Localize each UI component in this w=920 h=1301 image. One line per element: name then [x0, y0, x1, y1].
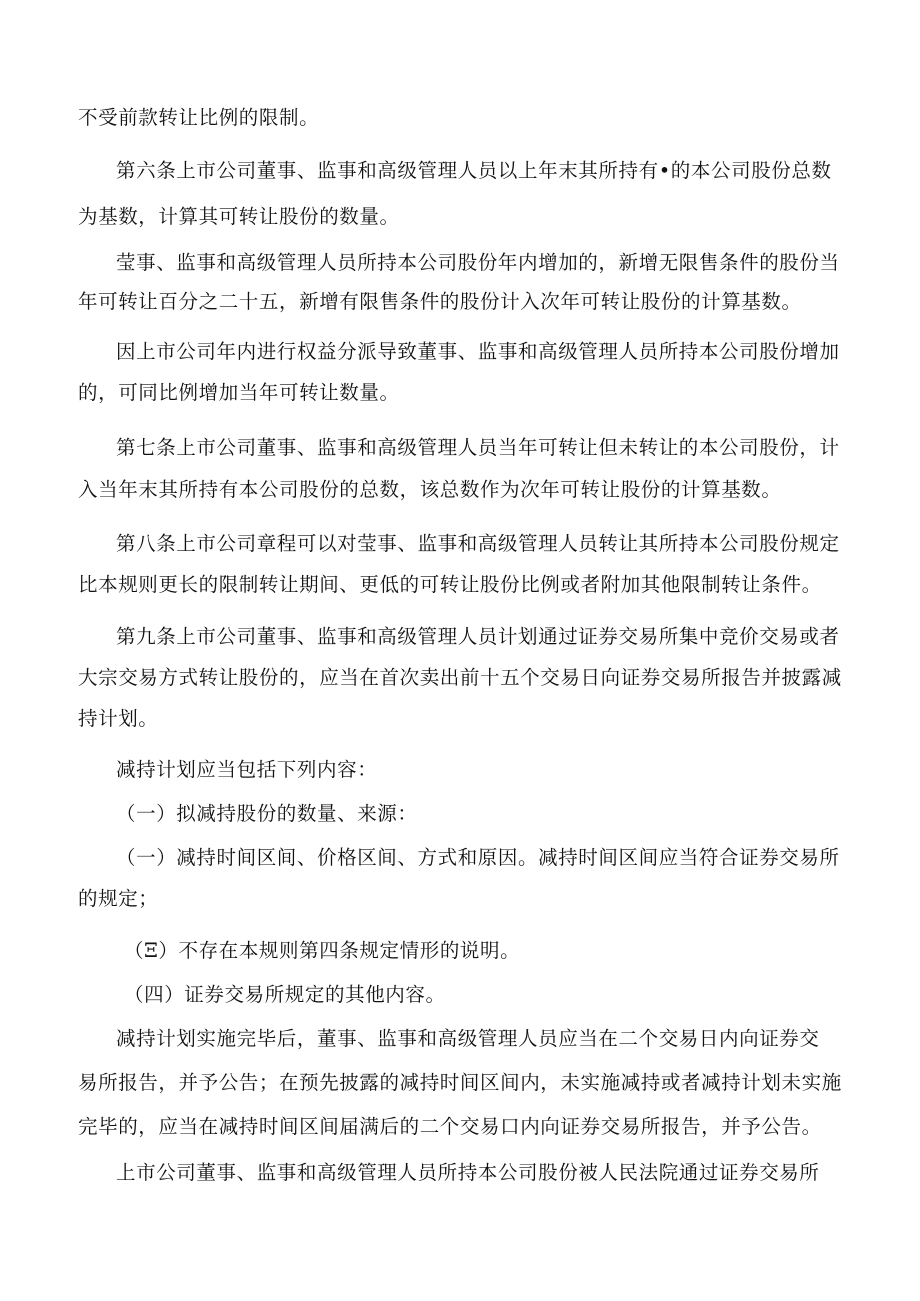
- paragraph-line: 年可转让百分之二十五，新增有限售条件的股份计入次年可转让股份的计算基数。: [78, 290, 802, 313]
- list-item: （四）证券交易所规定的其他内容。: [124, 983, 446, 1006]
- paragraph-line: 大宗交易方式转让股份的，应当在首次卖出前十五个交易日向证券交易所报告并披露减: [78, 666, 842, 689]
- list-item: （一）拟减持股份的数量、来源：: [116, 802, 418, 825]
- paragraph-line: 为基数，计算其可转让股份的数量。: [78, 205, 400, 228]
- paragraph-line: 减持计划应当包括下列内容：: [116, 758, 378, 781]
- paragraph-line: 持计划。: [78, 707, 159, 730]
- paragraph-line: 第八条上市公司章程可以对莹事、监事和高级管理人员转让其所持本公司股份规定: [116, 532, 840, 555]
- list-item: （一）减持时间区间、价格区间、方式和原因。减持时间区间应当符合证券交易所: [116, 846, 840, 869]
- paragraph-line: 减持计划实施完毕后，董事、监事和高级管理人员应当在二个交易日内向证券交: [116, 1027, 820, 1050]
- paragraph-line: 不受前款转让比例的限制。: [78, 106, 320, 129]
- paragraph-line: 入当年末其所持有本公司股份的总数，该总数作为次年可转让股份的计算基数。: [78, 478, 782, 501]
- paragraph-line: 上市公司董事、监事和高级管理人员所持本公司股份被人民法院通过证券交易所: [116, 1161, 820, 1184]
- paragraph-line: 易所报告，并予公告；在预先披露的减持时间区间内，未实施减持或者减持计划未实施: [78, 1071, 842, 1094]
- paragraph-line: 第七条上市公司董事、监事和高级管理人员当年可转让但未转让的本公司股份，计: [116, 436, 840, 459]
- paragraph-line: 因上市公司年内进行权益分派导致董事、监事和高级管理人员所持本公司股份增加: [116, 340, 840, 363]
- paragraph-line: 完毕的，应当在减持时间区间届满后的二个交易口内向证券交易所报告，并予公告。: [78, 1115, 822, 1138]
- paragraph-line: 的，可同比例增加当年可转让数量。: [78, 381, 400, 404]
- list-item: （Ξ）不存在本规则第四条规定情形的说明。: [124, 939, 521, 962]
- paragraph-line: 比本规则更长的限制转让期间、更低的可转让股份比例或者附加其他限制转让条件。: [78, 573, 822, 596]
- paragraph-line: 第六条上市公司董事、监事和高级管理人员以上年末其所持有•的本公司股份总数: [116, 159, 832, 182]
- paragraph-line: 的规定；: [78, 887, 159, 910]
- paragraph-line: 莹事、监事和高级管理人员所持本公司股份年内增加的，新增无限售条件的股份当: [116, 251, 840, 274]
- paragraph-line: 第九条上市公司董事、监事和高级管理人员计划通过证券交易所集中竞价交易或者: [116, 625, 840, 648]
